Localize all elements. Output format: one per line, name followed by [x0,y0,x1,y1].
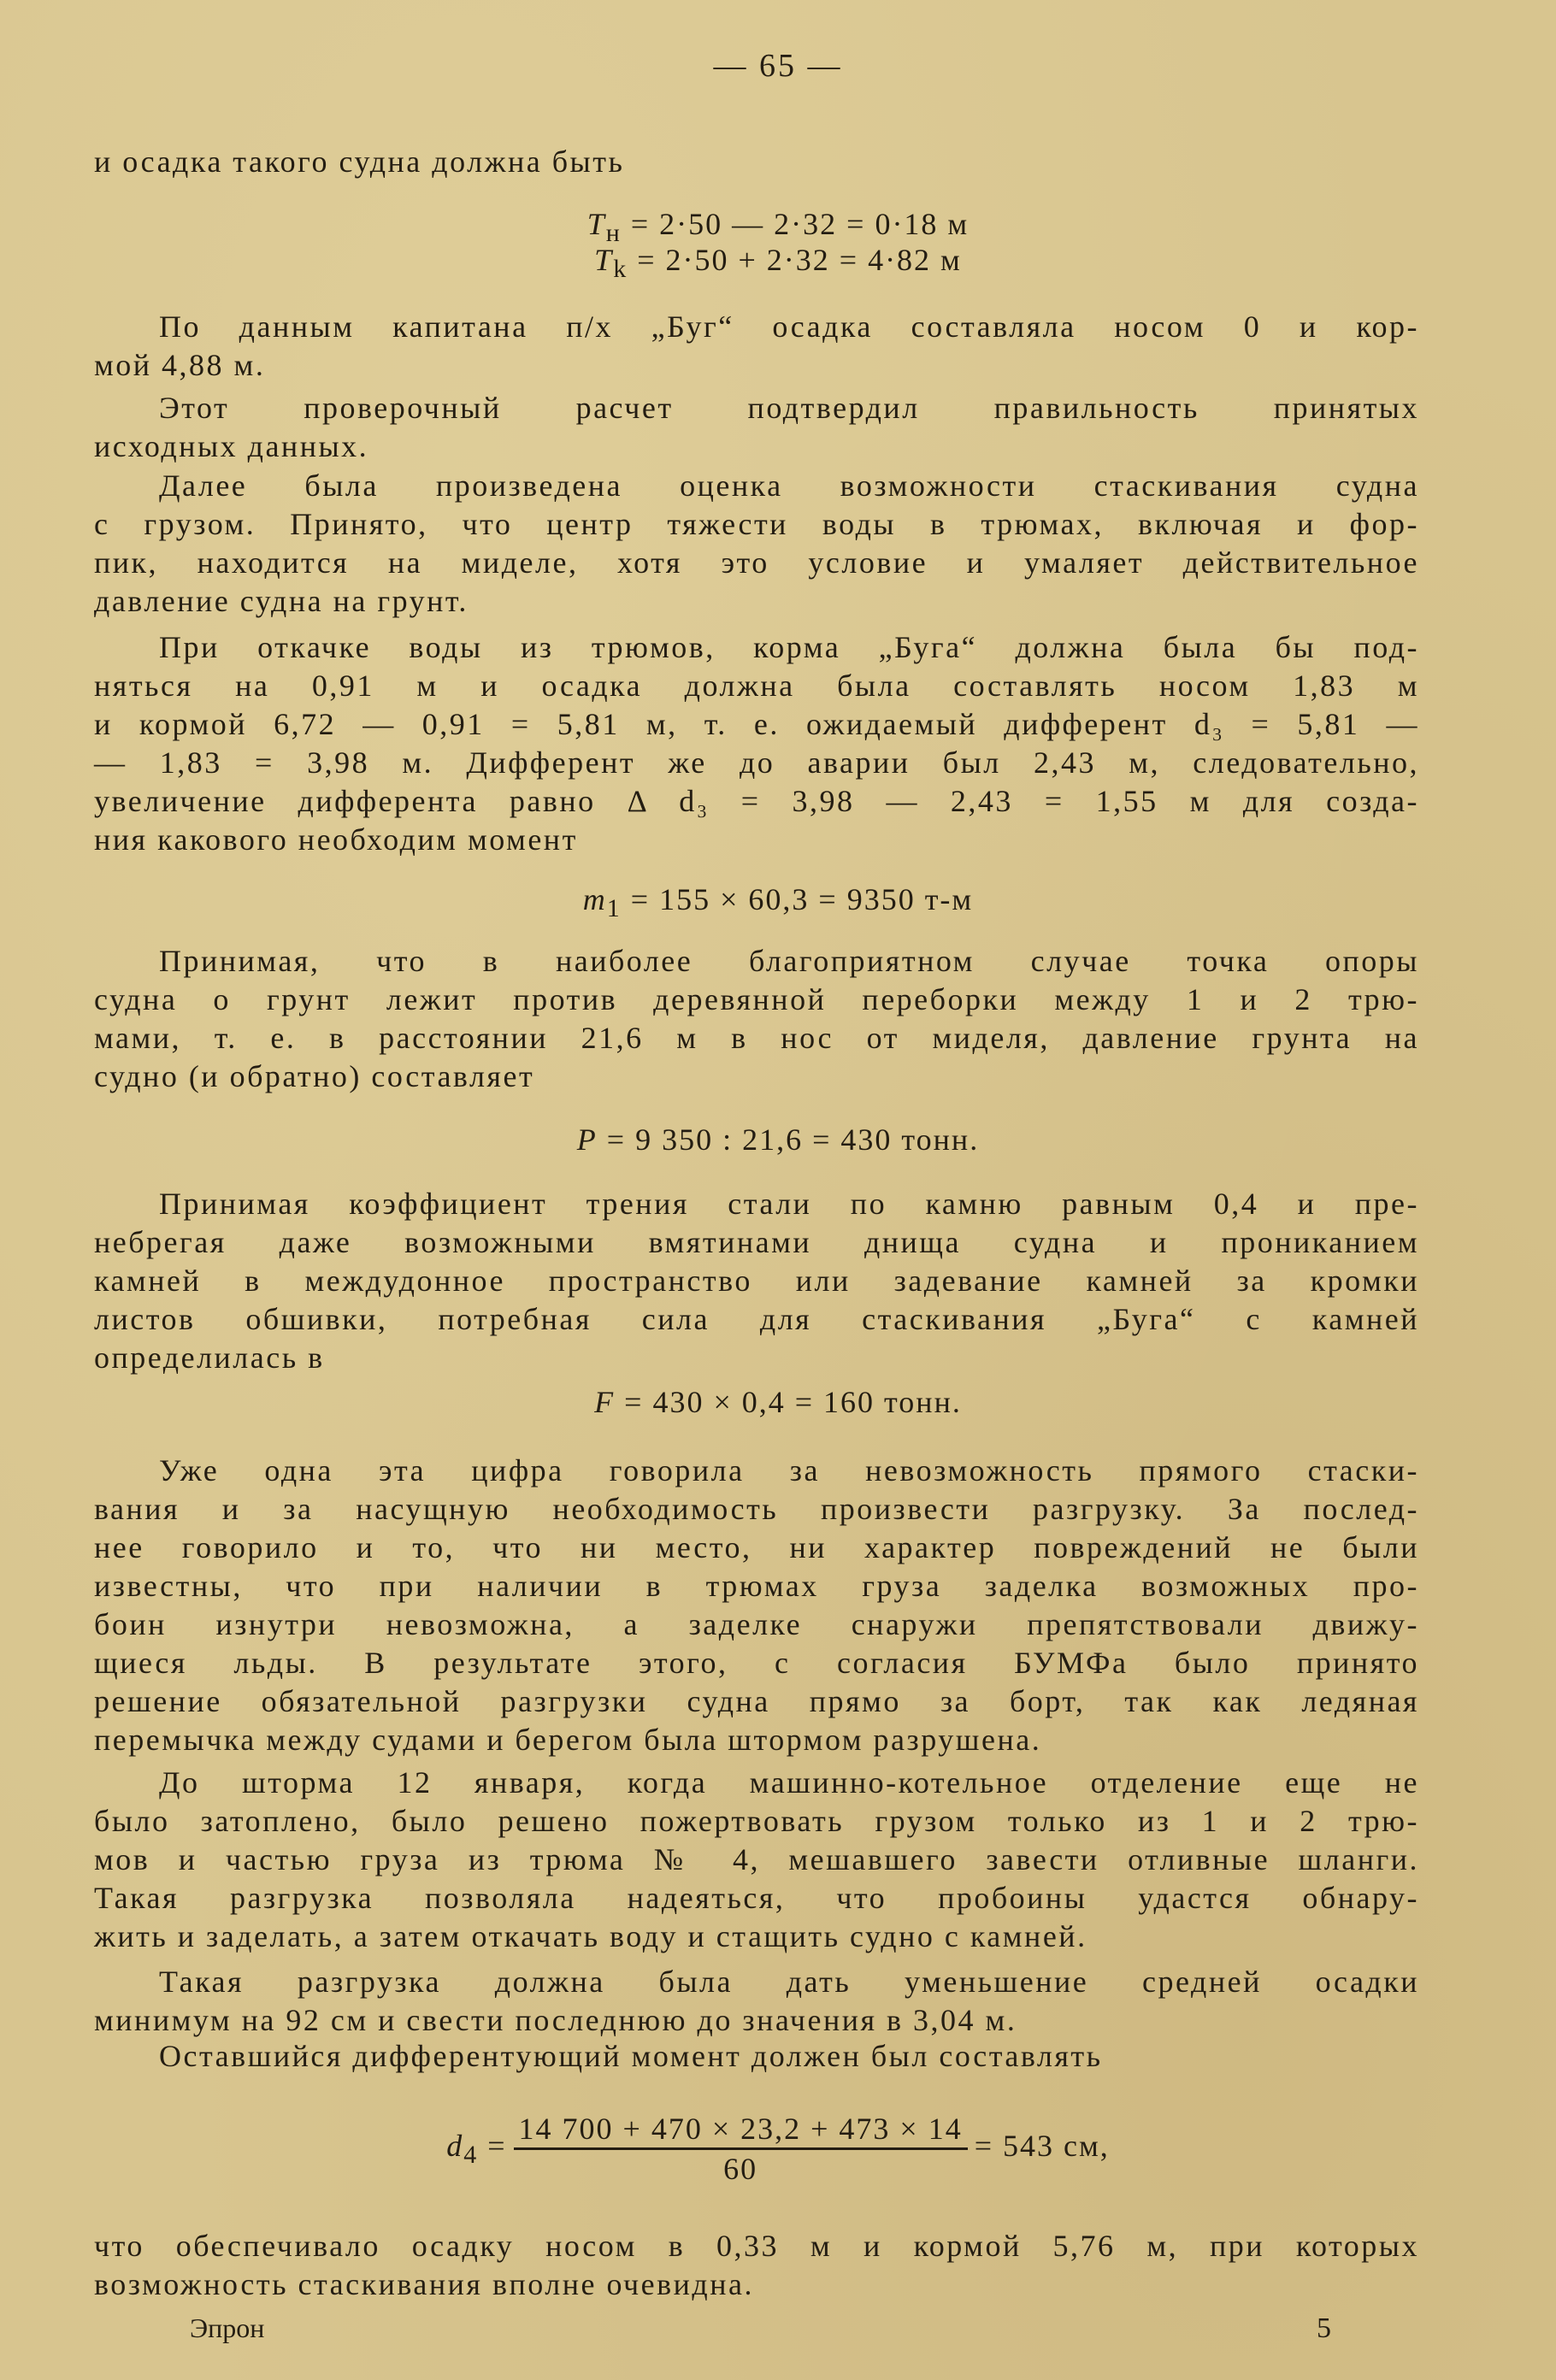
text-line: При откачке воды из трюмов, корма „Буга“ должна была бы под- [159,630,1419,664]
paragraph [94,389,1419,466]
text-line: известны, что при наличии в трюмах груза заделка возможных про- [94,1569,1419,1603]
formula-trim [0,2110,1556,2188]
fraction-denominator: 60 [723,2152,758,2186]
text-line: минимум на 92 см и свести последнюю до значения в 3,04 м. [94,2003,1017,2037]
formula-pressure [0,1121,1556,1159]
footer-signature: Эпрон [190,2312,265,2343]
text-line: возможность стаскивания вполне очевидна. [94,2267,754,2301]
footer-sheet-number: 5 [1317,2312,1331,2344]
fraction [514,2110,968,2188]
formula-symbol: m [582,882,607,916]
text-line: Такая разгрузка позволяла надеяться, что пробоины удастся обнару- [94,1881,1419,1915]
text-line: пик, находится на миделе, хотя это условие и умаляет действительное [94,545,1419,580]
text-line: решение обязательной разгрузки судна прямо за борт, так как ледяная [94,1684,1419,1718]
text-line: давление судна на грунт. [94,584,469,618]
text-line: мов и частью груза из трюма № 4, мешавшего завести отливные шланги. [94,1842,1419,1876]
text-line: Уже одна эта цифра говорила за невозможность прямого стаски- [159,1453,1419,1488]
text-line: мой 4,88 м. [94,348,266,382]
text-line: камней в междудонное пространство или задевание камней за кромки [94,1264,1419,1298]
text-line: и кормой 6,72 — 0,91 = 5,81 м, т. е. ожидаемый дифферент d₃ = 5,81 — [94,707,1419,741]
text-line: До шторма 12 января, когда машинно-котельное отделение еще не [159,1765,1419,1800]
text-line: определилась в [94,1340,325,1375]
formula-expression: = 430 × 0,4 = 160 тонн. [615,1385,962,1419]
formula-result: = 543 см, [974,2128,1110,2163]
paragraph [94,942,1419,1096]
text-line: Далее была произведена оценка возможности стаскивания судна [159,468,1419,503]
paragraph [94,628,1419,859]
formula-equals: = [478,2128,507,2163]
text-line: перемычка между судами и берегом была штормом разрушена. [94,1723,1042,1757]
text-line: мами, т. е. в расстоянии 21,6 м в нос от миделя, давление грунта на [94,1021,1419,1055]
paragraph [94,308,1419,385]
text-line: нее говорило и то, что ни место, ни характер повреждений не были [94,1530,1419,1564]
paragraph [94,1963,1419,2040]
formula-subscript: k [613,255,628,284]
formula-draft-stern [0,241,1556,288]
text-line: судна о грунт лежит против деревянной переборки между 1 и 2 трю- [94,982,1419,1016]
formula-subscript: 4 [463,2140,479,2169]
formula-moment [0,881,1556,928]
text-line: вания и за насущную необходимость произвести разгрузку. За послед- [94,1492,1419,1526]
text-line: Оставшийся дифферентующий момент должен был составлять [159,2039,1103,2073]
text-line: с грузом. Принято, что центр тяжести воды в трюмах, включая и фор- [94,507,1419,541]
formula-subscript: 1 [606,894,622,923]
formula-symbol: d [446,2128,464,2163]
paragraph [94,467,1419,621]
text-line: Такая разгрузка должна была дать уменьшение средней осадки [159,1965,1419,1999]
text-line: Принимая коэффициент трения стали по камню равным 0,4 и пре- [159,1187,1419,1221]
text-line: и осадка такого судна должна быть [94,144,625,179]
formula-expression: = 9 350 : 21,6 = 430 тонн. [597,1122,980,1157]
text-line: няться на 0,91 м и осадка должна была составлять носом 1,83 м [94,669,1419,703]
text-line: листов обшивки, потребная сила для стаскивания „Буга“ с камней [94,1302,1419,1336]
paragraph [94,143,1419,181]
formula-force [0,1383,1556,1422]
text-line: увеличение дифферента равно Δ d₃ = 3,98 — 2,43 = 1,55 м для созда- [94,784,1419,818]
formula-symbol: T [594,243,614,277]
text-line: боин изнутри невозможна, а заделке снаружи препятствовали движу- [94,1607,1419,1641]
text-line: Этот проверочный расчет подтвердил правильность принятых [159,391,1419,425]
text-line: что обеспечивало осадку носом в 0,33 м и кормой 5,76 м, при которых [94,2229,1419,2263]
formula-symbol: T [586,207,606,241]
text-line: жить и заделать, а затем откачать воду и стащить судно с камней. [94,1919,1087,1953]
formula-expression: = 2·50 + 2·32 = 4·82 м [628,243,962,277]
text-line: небрегая даже возможными вмятинами днища судна и прониканием [94,1225,1419,1259]
formula-symbol: F [594,1385,616,1419]
text-line: ния какового необходим момент [94,822,578,857]
text-line: По данным капитана п/х „Буг“ осадка составляла носом 0 и кор- [159,309,1419,344]
text-line: щиеся льды. В результате этого, с согласия БУМФа было принято [94,1646,1419,1680]
text-line: Принимая, что в наиболее благоприятном случае точка опоры [159,944,1419,978]
text-line: — 1,83 = 3,98 м. Дифферент же до аварии был 2,43 м, следовательно, [94,745,1419,780]
paragraph [94,2227,1419,2304]
paragraph [94,1185,1419,1377]
formula-expression: = 155 × 60,3 = 9350 т-м [621,882,974,916]
formula-subscript: н [605,219,622,248]
formula-symbol: P [576,1122,598,1157]
fraction-numerator: 14 700 + 470 × 23,2 + 473 × 14 [514,2110,968,2150]
text-line: было затоплено, было решено пожертвовать грузом только из 1 и 2 трю- [94,1804,1419,1838]
paragraph [94,1452,1419,1759]
paragraph [94,1764,1419,1956]
page-number: — 65 — [713,48,843,84]
text-line: исходных данных. [94,429,369,463]
text-line: судно (и обратно) составляет [94,1059,535,1093]
paragraph [94,2037,1419,2076]
formula-expression: = 2·50 — 2·32 = 0·18 м [621,207,970,241]
